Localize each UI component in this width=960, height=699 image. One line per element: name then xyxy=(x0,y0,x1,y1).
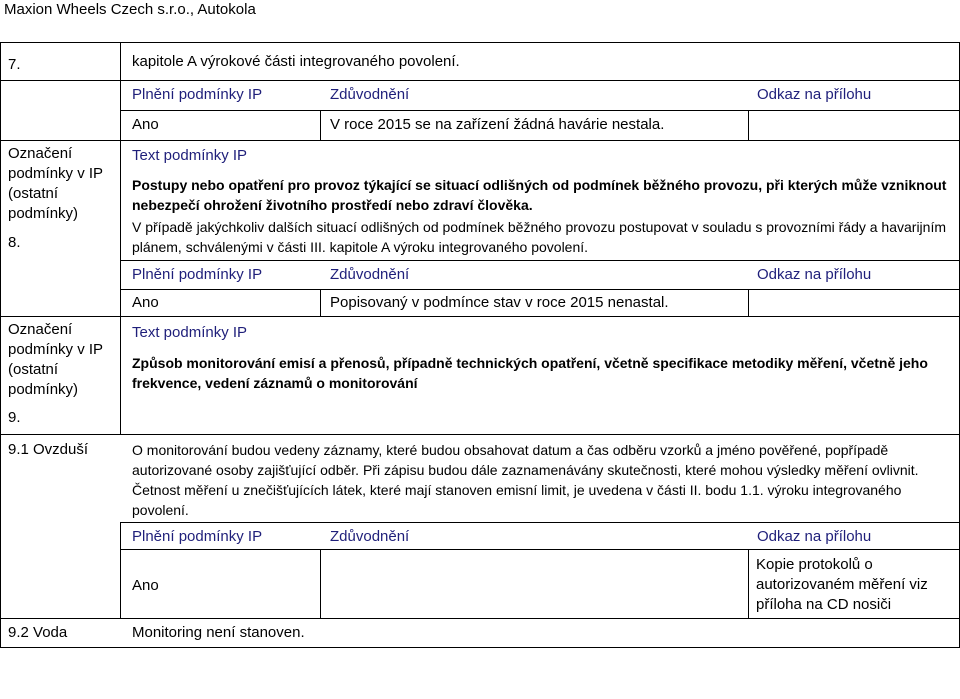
divider xyxy=(0,80,960,81)
subsection-text: O monitorování budou vedeny záznamy, které budou obsahovat datum a čas odběru vzorků a jméno pověřené, popřípadě autorizované osoby zajišťující odběr. Při zápisu budou dále zaznamenávány skutečnosti, které mohou výsledky měření ovlivnit. Četnost měření u znečišťujících látek, které mají stanoven emisní limit, je uvedena v části II. bodu 1.1. výroku integrovaného povolení. xyxy=(132,442,919,518)
divider xyxy=(0,316,960,317)
justification-value: Popisovaný v podmínce stav v roce 2015 nenastal. xyxy=(330,294,669,311)
row-number: 9. xyxy=(8,409,21,426)
attachment-value: Kopie protokolů o autorizovaném měření viz příloha na CD nosiči xyxy=(756,556,928,613)
justification-value: V roce 2015 se na zařízení žádná havárie nestala. xyxy=(330,116,665,133)
condition-text-bold: Postupy nebo opatření pro provoz týkající se situací odlišných od podmínek běžného provozu, při kterých může vzniknout nebezpečí ohrožení životního prostředí nebo zdraví člověka. xyxy=(132,177,947,213)
divider xyxy=(748,289,749,316)
text-label: Text podmínky IP xyxy=(132,147,248,164)
divider xyxy=(320,289,321,316)
condition-text: kapitole A výrokové části integrovaného povolení. xyxy=(132,53,460,70)
table-header-attachment: Odkaz na přílohu xyxy=(757,86,872,103)
condition-text: V případě jakýchkoliv dalších situací odlišných od podmínek běžného provozu postupovat v souladu s provozními řády a havarijním plánem, schválenými v části III. kapitole A výroku integrovaného povolení. xyxy=(132,219,947,255)
divider xyxy=(0,42,1,647)
subsection-label: 9.1 Ovzduší xyxy=(8,441,89,458)
divider xyxy=(0,434,960,435)
subsection-text: Monitoring není stanoven. xyxy=(132,624,305,641)
divider xyxy=(120,42,121,434)
divider xyxy=(120,260,960,261)
divider xyxy=(748,549,749,618)
table-header-attachment: Odkaz na přílohu xyxy=(757,266,872,283)
row-number: 8. xyxy=(8,234,21,251)
table-header-attachment: Odkaz na přílohu xyxy=(757,528,872,545)
table-header-fulfillment: Plnění podmínky IP xyxy=(132,86,263,103)
company-header: Maxion Wheels Czech s.r.o., Autokola xyxy=(4,1,256,18)
divider xyxy=(0,647,960,648)
subsection-label: 9.2 Voda xyxy=(8,624,68,641)
fulfillment-value: Ano xyxy=(132,294,159,311)
table-header-fulfillment: Plnění podmínky IP xyxy=(132,266,263,283)
fulfillment-value: Ano xyxy=(132,116,159,133)
divider xyxy=(0,140,960,141)
table-header-justification: Zdůvodnění xyxy=(330,86,410,103)
fulfillment-value: Ano xyxy=(132,577,159,594)
divider xyxy=(320,549,321,618)
divider xyxy=(0,618,960,619)
table-header-justification: Zdůvodnění xyxy=(330,266,410,283)
divider xyxy=(120,522,960,523)
condition-label: Označení podmínky v IP (ostatní podmínky) xyxy=(8,145,103,222)
divider xyxy=(320,110,321,140)
condition-text-bold: Způsob monitorování emisí a přenosů, případně technických opatření, včetně specifikace metodiky měření, včetně jeho frekvence, vedení záznamů o monitorování xyxy=(132,355,928,391)
divider xyxy=(120,289,960,290)
text-label: Text podmínky IP xyxy=(132,324,248,341)
table-header-fulfillment: Plnění podmínky IP xyxy=(132,528,263,545)
divider xyxy=(120,522,121,618)
divider xyxy=(120,549,960,550)
divider xyxy=(748,110,749,140)
divider xyxy=(120,110,960,111)
table-header-justification: Zdůvodnění xyxy=(330,528,410,545)
condition-label: Označení podmínky v IP (ostatní podmínky) xyxy=(8,321,103,398)
row-number: 7. xyxy=(8,56,21,73)
divider xyxy=(0,42,960,43)
